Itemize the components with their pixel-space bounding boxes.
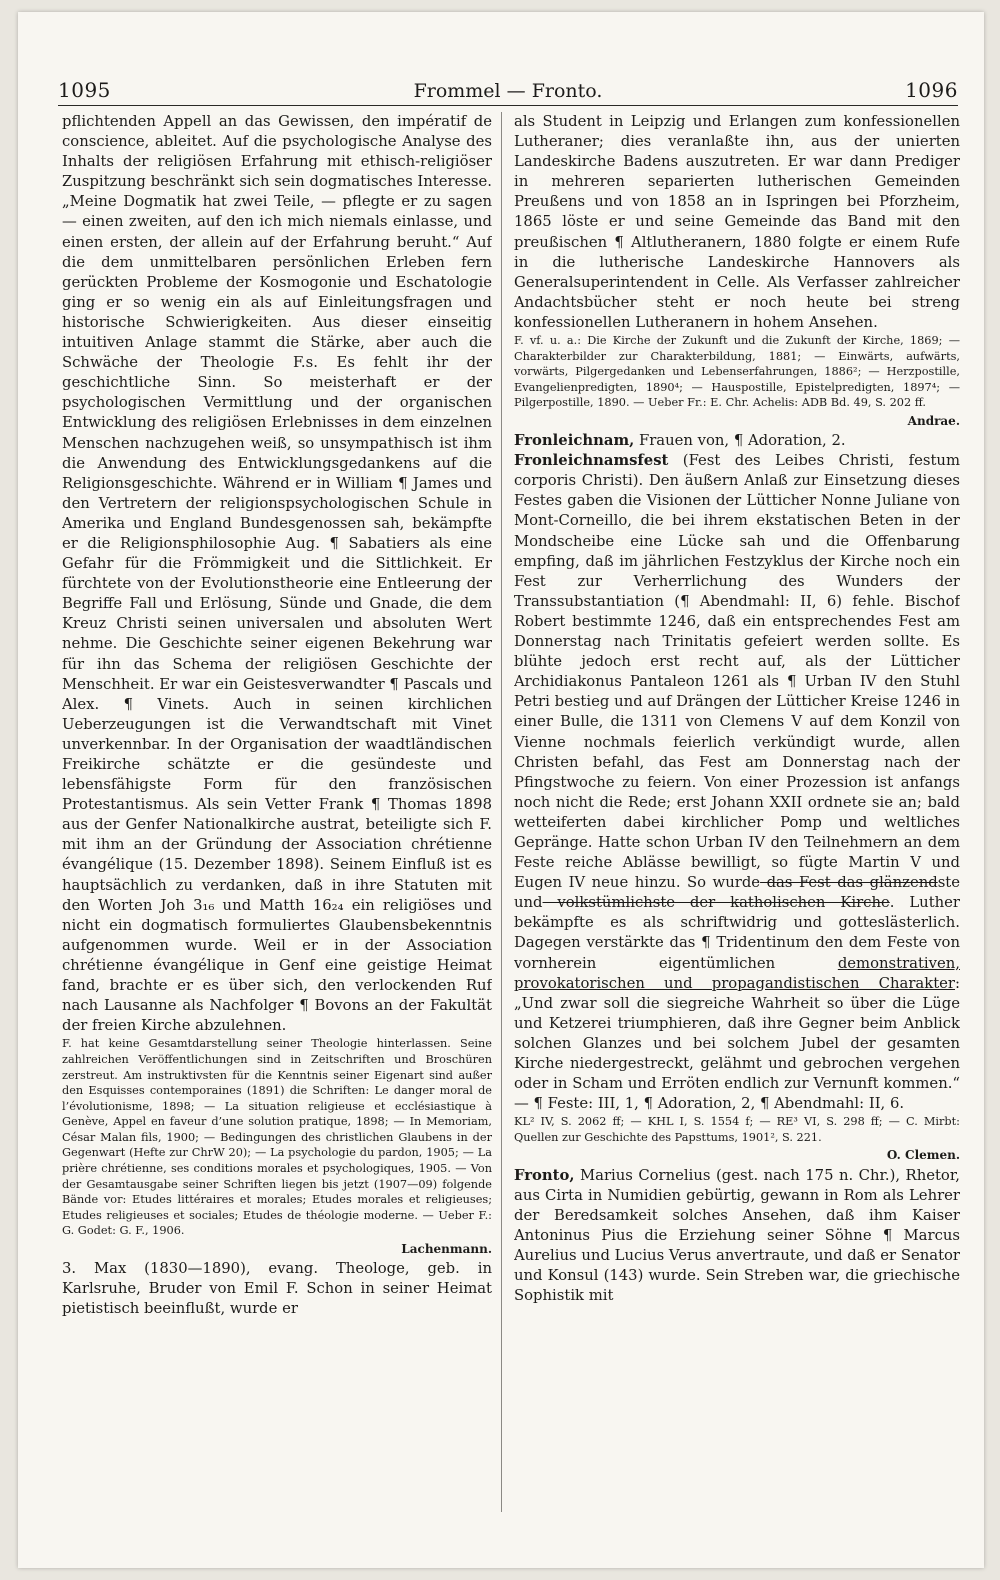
column-left bbox=[62, 112, 492, 1532]
entry-text: : „Und zwar soll die siegreiche Wahrheit so über die Lüge und Ketzerei triumphieren, daß ihre Gegner beim Anblick solchen Glanzes und bei solchem Jubel der gesamten Kirche niedergestreckt, gelähmt und gebrochen vergehen oder in Scham und Erröten endlich zur Vernunft kommen.“ — ¶ Feste: III, 1, ¶ Adoration, 2, ¶ Abendmahl: II, 6. bbox=[514, 974, 960, 1113]
struck-through-text: volkstümlichste der katholischen Kirche bbox=[542, 894, 890, 912]
entry-fronto bbox=[514, 1166, 960, 1307]
bibliography-note: F. vf. u. a.: Die Kirche der Zukunft und die Zukunft der Kirche, 1869; — Charakterbilder zur Charakterbildung, 1881; — Einwärts, aufwärts, vorwärts, Pilgergedanken und Lebenserfahrungen, 1886²; — Herzpostille, Evangelienpredigten, 1890⁴; — Hauspostille, Epistelpredigten, 1897⁴; — Pilgerpostille, 1890. — Ueber Fr.: E. Chr. Achelis: ADB Bd. 49, S. 202 ff. bbox=[514, 334, 960, 410]
paragraph-frommel-emil: pflichtenden Appell an das Gewissen, den impératif de conscience, ableitet. Auf die psychologische Analyse des Inhalts der religiösen Erfahrung mit ethisch-religiöser Zuspitzung beschränkt sich sein dogmatisches Interesse. „Meine Dogmatik hat zwei Teile, — pflegte er zu sagen — einen zweiten, auf den ich mich niemals einlasse, und einen ersten, der allein auf der Erfahrung beruht.“ Auf die dem unmittelbaren persönlichen Erleben fern gerückten Probleme der Kosmogonie und Eschatologie ging er so wenig ein als auf Einleitungsfragen und historische Schwierigkeiten. Aus dieser einseitig intuitiven Anlage stammt die Stärke, aber auch die Schwäche der Theologie F.s. Es fehlt ihr der geschichtliche Sinn. So meisterhaft er der psychologischen Vermittlung und der organischen Entwicklung des religiösen Erlebnisses in dem einzelnen Menschen nachzugehen weiß, so unsympathisch ist ihm die Anwendung des Entwicklungsgedankens auf die Religionsgeschichte. Während er in William ¶ James und den Vertretern der religionspsychologischen Schule in Amerika und England Bundesgenossen sah, bekämpfte er die Religionsphilosophie Aug. ¶ Sabatiers als eine Gefahr für die Frömmigkeit und die Sittlichkeit. Er fürchtete von der Evolutionstheorie eine Entleerung der Begriffe Fall und Erlösung, Sünde und Gnade, die dem Kreuz Christi seinen universalen und absoluten Wert nehme. Die Geschichte seiner eigenen Bekehrung war für ihn das Schema der religiösen Geschichte der Menschheit. Er war ein Geistesverwandter ¶ Pascals und Alex. ¶ Vinets. Auch in seinen kirchlichen Ueberzeugungen ist die Verwandtschaft mit Vinet unverkennbar. In der Organisation der waadtländischen Freikirche schätzte er die gesündeste und lebensfähigste Form für den französischen Protestantismus. Als sein Vetter Frank ¶ Thomas 1898 aus der Genfer Nationalkirche austrat, beteiligte sich F. mit ihm an der Gründung der Association chrétienne évangélique (15. Dezember 1898). Seinem Einfluß ist es hauptsächlich zu verdanken, daß in ihre Statuten mit den Worten Joh 3₁₆ und Matth 16₂₄ ein religiöses und nicht ein dogmatisch formuliertes Glaubensbekenntnis aufgenommen wurde. Weil er in der Association chrétienne évangélique in Genf eine geistige Heimat fand, brachte er es über sich, den verlockenden Ruf nach Lausanne als Nachfolger ¶ Bovons an der Fakultät der freien Kirche abzulehnen. bbox=[62, 113, 492, 1035]
book-page bbox=[18, 12, 984, 1568]
paragraph-frommel-max-cont: als Student in Leipzig und Erlangen zum konfessionellen Lutheraner; dies veranlaßte ihn, aus der unierten Landeskirche Badens auszutreten. Er war dann Prediger in mehreren separierten lutherischen Gemeinden Preußens und von 1858 an in Ispringen bei Pforzheim, 1865 löste er und seine Gemeinde das Band mit den preußischen ¶ Altlutheranern, 1880 folgte er einem Rufe in die lutherische Landeskirche Hannovers als Generalsuperintendent in Celle. Als Verfasser zahlreicher Andachtsbücher steht er noch heute bei streng konfessionellen Lutheranern in hohem Ansehen. bbox=[514, 113, 960, 331]
entry-text: (Fest des Leibes Christi, festum corporis Christi). Den äußern Anlaß zur Einsetzung dieses Festes gaben die Visionen der Lütticher Nonne Juliane von Mont-Corneillo, die bei ihrem ekstatischen Beten in der Mondscheibe eine Lücke sah und die Offenbarung empfing, daß im jährlichen Festzyklus der Kirche noch ein Fest zur Verherrlichung des Wunders der Transsubstantiation (¶ Abendmahl: II, 6) fehle. Bischof Robert bestimmte 1246, daß ein entsprechendes Fest am Donnerstag nach Trinitatis gefeiert werden sollte. Es blühte jedoch erst recht auf, als der Lütticher Archidiakonus Pantaleon 1261 als ¶ Urban IV den Stuhl Petri bestieg und auf Drängen der Lütticher Kreise 1246 in einer Bulle, die 1311 von Clemens V auf dem Konzil von Vienne nochmals feierlich verkündigt wurde, allen Christen befahl, das Fest am Donnerstag nach der Pfingstwoche zu feiern. Von einer Prozession ist anfangs noch nicht die Rede; erst Johann XXII ordnete sie an; bald wetteiferten dabei kirchlicher Pomp und weltliches Gepränge. Hatte schon Urban IV den Teilnehmern an dem Feste reiche Ablässe bewilligt, so fügte Martin V und Eugen IV neue hinzu. So wurde bbox=[514, 452, 960, 892]
entry-fronleichnam bbox=[514, 431, 960, 451]
column-right bbox=[514, 112, 960, 1532]
author-signature: O. Clemen. bbox=[886, 1148, 960, 1163]
entry-text: Marius Cornelius (gest. nach 175 n. Chr.), Rhetor, aus Cirta in Numidien gebürtig, gewann in Rom als Lehrer der Beredsamkeit solches Ansehen, daß ihm Kaiser Antoninus Pius die Erziehung seiner Söhne ¶ Marcus Aurelius und Lucius Verus anvertraute, und daß er Senator und Konsul (143) wurde. Sein Streben war, die griechische Sophistik mit bbox=[514, 1166, 960, 1305]
entry-headword: Fronleichnamsfest bbox=[514, 452, 669, 470]
author-signature: Lachenmann. bbox=[401, 1242, 492, 1257]
running-title: Frommel — Fronto. bbox=[413, 80, 603, 102]
underlined-text: demonstrativen, provokatorischen und propagandistischen Charakter bbox=[514, 954, 960, 992]
entry-fronleichnamsfest bbox=[514, 451, 960, 1114]
bibliography-note: KL² IV, S. 2062 ff; — KHL I, S. 1554 f; — RE³ VI, S. 298 ff; — C. Mirbt: Quellen zur Geschichte des Papsttums, 1901², S. 221. bbox=[514, 1115, 960, 1144]
page-number-left: 1095 bbox=[58, 78, 111, 102]
page-number-right: 1096 bbox=[905, 78, 958, 102]
entry-text: ste und bbox=[514, 874, 960, 912]
entry-text: Frauen von, ¶ Adoration, 2. bbox=[634, 432, 846, 450]
bibliography-note: F. hat keine Gesamtdarstellung seiner Theologie hinterlassen. Seine zahlreichen Veröffentlichungen sind in Zeitschriften und Broschüren zerstreut. Am instruktivsten für die Kenntnis seiner Eigenart sind außer den Esquisses contemporaines (1891) die Schriften: Le danger moral de l’évolutionisme, 1898; — La situation religieuse et ecclésiastique à Genève, Appel en faveur d’une solution pratique, 1898; — In Memoriam, César Malan fils, 1900; — Bedingungen des christlichen Glaubens in der Gegenwart (Hefte zur ChrW 20); — La psychologie du pardon, 1905; — La prière chrétienne, ses conditions morales et psychologiques, 1905. — Von der Gesamtausgabe seiner Schriften liegen bis jetzt (1907—09) folgende Bände vor: Etudes littéraires et morales; Etudes morales et religieuses; Etudes religieuses et sociales; Etudes de théologie moderne. — Ueber F.: G. Godet: G. F., 1906. bbox=[62, 1037, 492, 1238]
struck-through-text: das Fest das glänzend bbox=[760, 874, 938, 892]
column-divider bbox=[501, 112, 502, 1512]
entry-text: . Luther bekämpfte es als schriftwidrig und gotteslästerlich. Dagegen verstärkte das ¶ Tridentinum den dem Feste von vornherein eigentümlichen bbox=[514, 894, 960, 972]
author-signature: Andrae. bbox=[907, 414, 960, 428]
paragraph-frommel-max: 3. Max (1830—1890), evang. Theologe, geb. in Karlsruhe, Bruder von Emil F. Schon in seiner Heimat pietistisch beeinflußt, wurde er bbox=[62, 1260, 492, 1318]
entry-headword: Fronleichnam, bbox=[514, 432, 635, 450]
entry-headword: Fronto, bbox=[514, 1166, 575, 1184]
page-header bbox=[58, 72, 958, 106]
